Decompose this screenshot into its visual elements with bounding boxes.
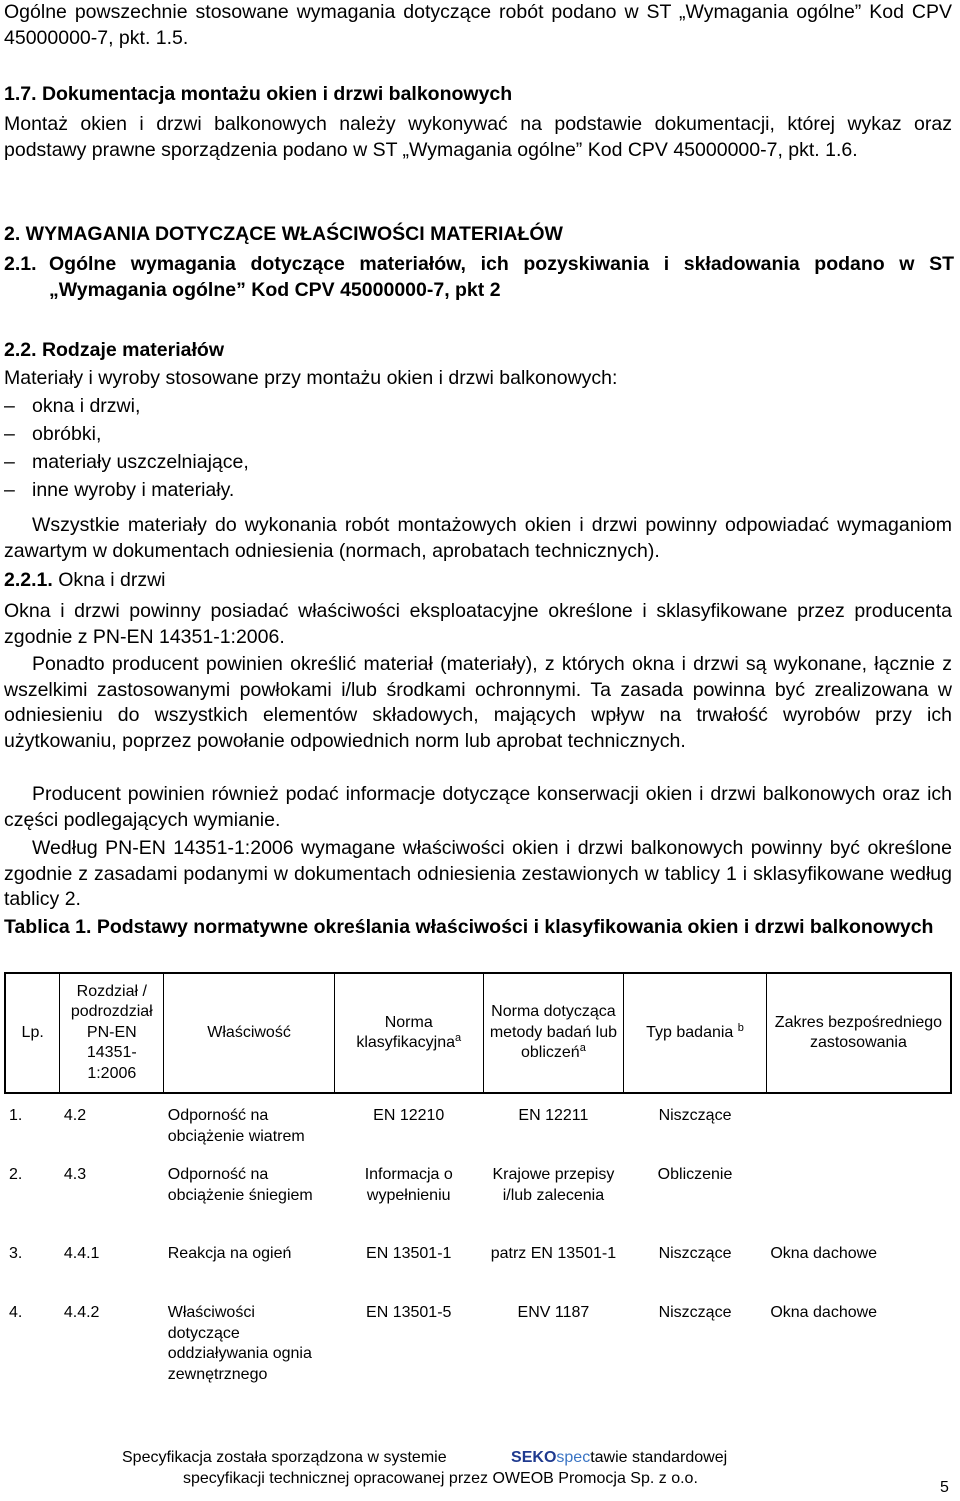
footer-text-b: tawie standardowej bbox=[590, 1449, 728, 1466]
section-2-1-text: Ogólne wymagania dotyczące materiałów, ich pozyskiwania i składowania podano w ST „Wymagania ogólne” Kod CPV 45000000-7, pkt 2 bbox=[49, 253, 954, 301]
list-item: – okna i drzwi, bbox=[4, 395, 141, 417]
brand-logo-spec: spec bbox=[556, 1449, 591, 1466]
cell-property: Odporność na obciążenie wiatrem bbox=[167, 1107, 305, 1145]
cell-norm-method: Krajowe przepisy i/lub zalecenia bbox=[492, 1166, 615, 1204]
table-row bbox=[5, 1291, 951, 1393]
cell-scope bbox=[766, 1093, 951, 1153]
cell-test-type: Niszczące bbox=[658, 1107, 732, 1124]
footer-line-1 bbox=[122, 1447, 727, 1468]
cell-property: Odporność na obciążenie śniegiem bbox=[167, 1166, 313, 1204]
cell-scope bbox=[766, 1153, 951, 1232]
table-row bbox=[5, 1153, 951, 1232]
paragraph-3: Producent powinien również podać informacje dotyczące konserwacji okien i drzwi balkonowych oraz ich części podlegających wymianie. bbox=[4, 783, 952, 831]
section-2-heading: 2. WYMAGANIA DOTYCZĄCE WŁAŚCIWOŚCI MATERIAŁÓW bbox=[4, 223, 563, 245]
header-norm-method: Norma dotycząca metody badań lub obliczeń$^a$ bbox=[483, 973, 624, 1093]
intro-paragraph: Ogólne powszechnie stosowane wymagania dotyczące robót podano w ST „Wymagania ogólne” Kod CPV 45000000-7, pkt. 1.5. bbox=[4, 1, 952, 49]
cell-property: Właściwości dotyczące oddziaływania ognia zewnętrznego bbox=[167, 1304, 312, 1383]
cell-property: Reakcja na ogień bbox=[167, 1245, 292, 1262]
header-scope: Zakres bezpośredniego zastosowania bbox=[766, 973, 951, 1093]
page-number: 5 bbox=[940, 1479, 949, 1496]
section-2-2-after: Wszystkie materiały do wykonania robót montażowych okien i drzwi powinny odpowiadać wymaganiom zawartym w dokumentach odniesienia (normach, aprobatach technicznych). bbox=[4, 514, 952, 562]
cell-scope: Okna dachowe bbox=[770, 1245, 878, 1262]
cell-lp: 4. bbox=[9, 1304, 23, 1321]
header-section: Rozdział / podrozdział PN-EN 14351-1:2006 bbox=[60, 973, 164, 1093]
cell-test-type: Obliczenie bbox=[657, 1166, 733, 1183]
section-2-2-1-heading bbox=[4, 568, 166, 594]
list-item: – obróbki, bbox=[4, 423, 102, 445]
table-row bbox=[5, 1232, 951, 1291]
cell-scope: Okna dachowe bbox=[770, 1304, 878, 1321]
footer-line-2: specyfikacji technicznej opracowanej przez OWEOB Promocja Sp. z o.o. bbox=[183, 1470, 698, 1487]
footer-text-a: Specyfikacja została sporządzona w systemie bbox=[122, 1449, 447, 1466]
cell-norm-method: patrz EN 13501-1 bbox=[490, 1245, 617, 1262]
cell-norm-class: Informacja o wypełnieniu bbox=[364, 1166, 453, 1204]
paragraph-4: Według PN-EN 14351-1:2006 wymagane właściwości okien i drzwi balkonowych powinny być określone zgodnie z zasadami podanymi w dokumentach odniesienia zestawionych w tablicy 1 i sklasyfikowane według tablicy 2. bbox=[4, 837, 952, 910]
section-2-2-heading: 2.2. Rodzaje materiałów bbox=[4, 339, 224, 361]
paragraph-1: Okna i drzwi powinny posiadać właściwości eksploatacyjne określone i sklasyfikowane przez producenta zgodnie z PN-EN 14351-1:2006. bbox=[4, 600, 952, 648]
header-lp: Lp. bbox=[5, 973, 60, 1093]
cell-section: 4.2 bbox=[63, 1107, 87, 1124]
table-caption: Tablica 1. Podstawy normatywne określania właściwości i klasyfikowania okien i drzwi balkonowych bbox=[4, 916, 934, 938]
header-test-type: Typ badania $^b$ bbox=[624, 973, 767, 1093]
list-item: – inne wyroby i materiały. bbox=[4, 479, 235, 501]
section-1-7-heading: 1.7. Dokumentacja montażu okien i drzwi balkonowych bbox=[4, 83, 513, 105]
cell-test-type: Niszczące bbox=[658, 1245, 732, 1262]
cell-lp: 3. bbox=[9, 1245, 23, 1262]
cell-norm-class: EN 13501-1 bbox=[366, 1245, 452, 1262]
table-row bbox=[5, 1093, 951, 1153]
cell-norm-method: ENV 1187 bbox=[517, 1304, 590, 1321]
cell-section: 4.4.2 bbox=[63, 1304, 100, 1321]
properties-table bbox=[4, 972, 952, 1393]
table-header-row bbox=[5, 973, 951, 1093]
section-2-2-1-number: 2.2.1. bbox=[4, 569, 53, 591]
cell-norm-class: EN 12210 bbox=[373, 1107, 445, 1124]
brand-logo-seko: SEKO bbox=[511, 1449, 557, 1466]
section-1-7-body: Montaż okien i drzwi balkonowych należy wykonywać na podstawie dokumentacji, której wykaz oraz podstawy prawne sporządzenia podano w ST „Wymagania ogólne” Kod CPV 45000000-7, pkt. 1.6. bbox=[4, 113, 952, 161]
header-property: Właściwość bbox=[164, 973, 335, 1093]
list-item: – materiały uszczelniające, bbox=[4, 451, 249, 473]
paragraph-2: Ponadto producent powinien określić materiał (materiały), z których okna i drzwi są wykonane, łącznie z wszelkimi zastosowanymi powłokami i/lub środkami ochronnymi. Ta zasada powinna być zrealizowana w odniesieniu do wszystkich elementów składowych, mających wpływ na trwałość wyrobów przy ich użytkowaniu, poprzez powołanie odpowiednich norm lub aprobat technicznych. bbox=[4, 653, 952, 752]
section-2-2-1-title: Okna i drzwi bbox=[58, 569, 166, 591]
cell-section: 4.4.1 bbox=[63, 1245, 100, 1262]
section-2-2-intro: Materiały i wyroby stosowane przy montażu okien i drzwi balkonowych: bbox=[4, 367, 618, 389]
cell-norm-class: EN 13501-5 bbox=[366, 1304, 452, 1321]
cell-lp: 1. bbox=[9, 1107, 23, 1124]
cell-section: 4.3 bbox=[63, 1166, 87, 1183]
cell-test-type: Niszczące bbox=[658, 1304, 732, 1321]
cell-norm-method: EN 12211 bbox=[518, 1107, 589, 1124]
section-2-1-number: 2.1. bbox=[4, 253, 37, 275]
header-norm-class: Norma klasyfikacyjna$^a$ bbox=[334, 973, 483, 1093]
cell-lp: 2. bbox=[9, 1166, 23, 1183]
